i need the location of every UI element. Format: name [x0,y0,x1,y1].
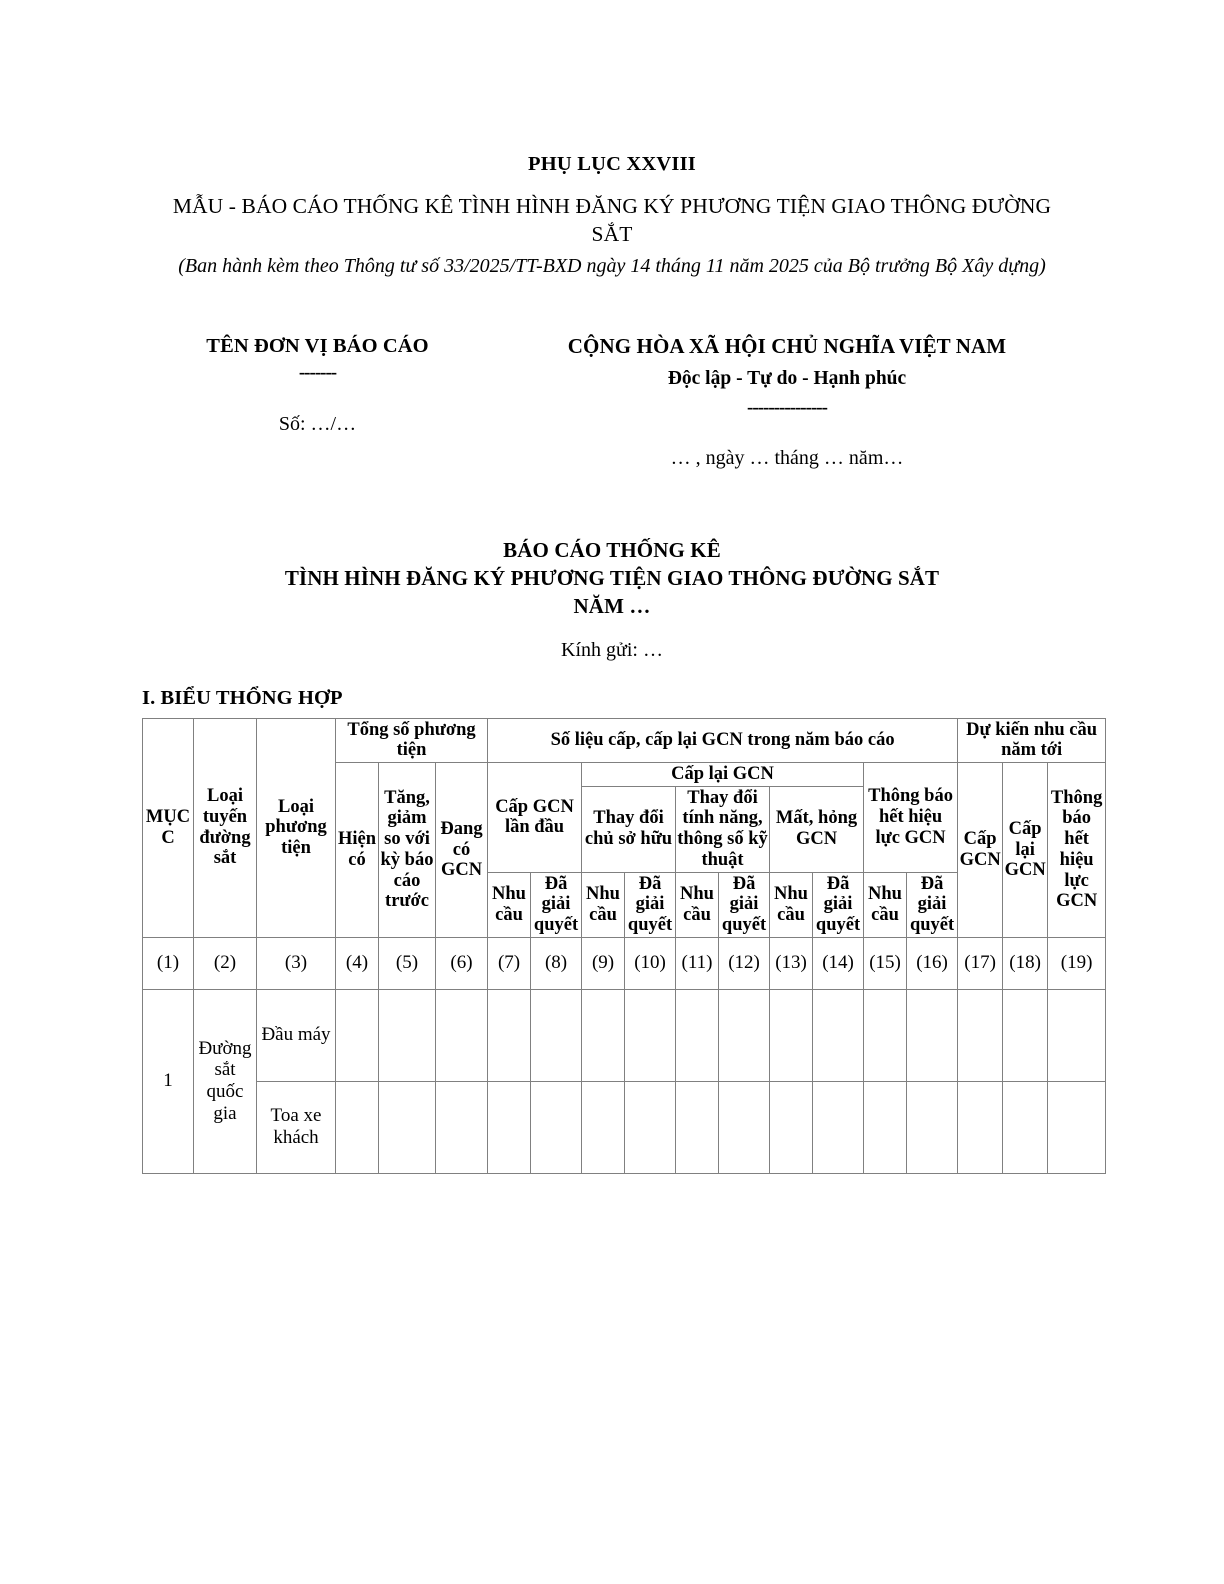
cell-expiry-notice-demand[interactable] [864,989,907,1081]
col-header-vehicle-type: Loại phương tiện [257,718,336,937]
column-number: (5) [379,937,436,989]
national-heading-block [485,333,1089,471]
col-header-existing: Hiện có [336,763,379,938]
cell-first-issue-demand[interactable] [488,989,531,1081]
subcol-demand-lost-damaged: Nhu cầu [770,872,813,937]
band-next-year-forecast: Dự kiến nhu cầu năm tới [958,718,1106,762]
subcol-resolved-change-owner: Đã giải quyết [625,872,676,937]
cell-lost-damaged-resolved[interactable] [813,1081,864,1173]
cell-change-vs-prev[interactable] [379,1081,436,1173]
column-number: (17) [958,937,1003,989]
title-block [0,0,1224,281]
table-row[interactable] [143,1081,1106,1173]
form-title: MẪU - BÁO CÁO THỐNG KÊ TÌNH HÌNH ĐĂNG KÝ PHƯƠNG TIỆN GIAO THÔNG ĐƯỜNG SẮT [172,193,1052,246]
column-number: (15) [864,937,907,989]
column-number: (16) [907,937,958,989]
col-header-change-spec: Thay đổi tính năng, thông số kỹ thuật [676,786,770,872]
cell-existing[interactable] [336,1081,379,1173]
cell-next-expiry-notice[interactable] [1048,989,1106,1081]
column-number: (9) [582,937,625,989]
column-number: (4) [336,937,379,989]
subcol-demand-expiry-notice: Nhu cầu [864,872,907,937]
col-header-line-type: Loại tuyến đường sắt [194,718,257,937]
column-number: (18) [1003,937,1048,989]
letterhead [0,333,1224,471]
col-header-expiry-notice: Thông báo hết hiệu lực GCN [864,763,958,873]
subcol-resolved-lost-damaged: Đã giải quyết [813,872,864,937]
column-number: (19) [1048,937,1106,989]
cell-change-spec-resolved[interactable] [719,989,770,1081]
column-number: (7) [488,937,531,989]
column-number: (13) [770,937,813,989]
appendix-label: PHỤ LỤC XXVIII [528,153,696,175]
cell-next-first-issue[interactable] [958,989,1003,1081]
reporting-unit-rule: ------- [298,362,337,384]
recipient-line: Kính gửi: … [561,638,663,661]
cell-change-owner-demand[interactable] [582,989,625,1081]
cell-existing[interactable] [336,989,379,1081]
reporting-unit-name: TÊN ĐƠN VỊ BÁO CÁO [206,334,429,357]
cell-change-owner-resolved[interactable] [625,989,676,1081]
cell-lost-damaged-demand[interactable] [770,1081,813,1173]
cell-lost-damaged-demand[interactable] [770,989,813,1081]
cell-next-reissue[interactable] [1003,989,1048,1081]
statistics-table [142,718,1106,1174]
date-line: … , ngày … tháng … năm… [670,447,904,470]
cell-expiry-notice-resolved[interactable] [907,989,958,1081]
cell-change-vs-prev[interactable] [379,989,436,1081]
cell-next-expiry-notice[interactable] [1048,1081,1106,1173]
cell-change-spec-resolved[interactable] [719,1081,770,1173]
col-header-next-reissue: Cấp lại GCN [1003,763,1048,938]
cell-next-first-issue[interactable] [958,1081,1003,1173]
subcol-resolved-first-issue: Đã giải quyết [531,872,582,937]
issued-note: (Ban hành kèm theo Thông tư số 33/2025/TT-BXD ngày 14 tháng 11 năm 2025 của Bộ trưởng Bộ Xây dựng) [178,255,1046,278]
cell-vehicle-type: Đầu máy [257,989,336,1081]
column-number: (8) [531,937,582,989]
column-number: (1) [143,937,194,989]
cell-first-issue-resolved[interactable] [531,989,582,1081]
cell-change-owner-resolved[interactable] [625,1081,676,1173]
subcol-resolved-expiry-notice: Đã giải quyết [907,872,958,937]
national-motto: Độc lập - Tự do - Hạnh phúc [667,367,907,389]
column-number: (6) [436,937,488,989]
col-header-lost-damaged: Mất, hỏng GCN [770,786,864,872]
cell-muc: 1 [143,989,194,1173]
cell-lost-damaged-resolved[interactable] [813,989,864,1081]
cell-vehicle-type: Toa xe khách [257,1081,336,1173]
column-number: (3) [257,937,336,989]
column-number: (10) [625,937,676,989]
subcol-demand-first-issue: Nhu cầu [488,872,531,937]
col-header-change-vs-prev: Tăng, giảm so với kỳ báo cáo trước [379,763,436,938]
cell-change-spec-demand[interactable] [676,1081,719,1173]
cell-line-type: Đường sắt quốc gia [194,989,257,1173]
col-header-change-owner: Thay đổi chủ sở hữu [582,786,676,872]
subcol-demand-change-owner: Nhu cầu [582,872,625,937]
report-title-block [0,536,1224,620]
cell-first-issue-resolved[interactable] [531,1081,582,1173]
col-header-next-expiry-notice: Thông báo hết hiệu lực GCN [1048,763,1106,938]
cell-change-spec-demand[interactable] [676,989,719,1081]
col-header-having-gcn: Đang có GCN [436,763,488,938]
cell-expiry-notice-demand[interactable] [864,1081,907,1173]
column-number: (14) [813,937,864,989]
table-row[interactable] [143,989,1106,1081]
section-heading: I. BIỂU THỔNG HỢP [142,686,343,709]
column-number: (2) [194,937,257,989]
cell-having-gcn[interactable] [436,989,488,1081]
band-total-vehicles: Tổng số phương tiện [336,718,488,762]
band-reissue-gcn: Cấp lại GCN [582,763,864,787]
statistics-table-wrapper [0,718,1224,1174]
cell-having-gcn[interactable] [436,1081,488,1173]
column-number: (12) [719,937,770,989]
report-title-line2: TÌNH HÌNH ĐĂNG KÝ PHƯƠNG TIỆN GIAO THÔNG ĐƯỜNG SẮT [284,566,940,591]
cell-change-owner-demand[interactable] [582,1081,625,1173]
report-title-line3: NĂM … [573,594,651,619]
column-number: (11) [676,937,719,989]
table-header-band-row [143,718,1106,762]
cell-first-issue-demand[interactable] [488,1081,531,1173]
document-number: Số: …/… [278,413,357,436]
national-rule: --------------- [747,397,827,419]
national-name: CỘNG HÒA XÃ HỘI CHỦ NGHĨA VIỆT NAM [567,333,1007,358]
subcol-demand-change-spec: Nhu cầu [676,872,719,937]
subcol-resolved-change-spec: Đã giải quyết [719,872,770,937]
col-header-muc: MỤC C [143,718,194,937]
band-gcn-year-data: Số liệu cấp, cấp lại GCN trong năm báo cáo [488,718,958,762]
cell-expiry-notice-resolved[interactable] [907,1081,958,1173]
col-header-first-issue: Cấp GCN lần đầu [488,763,582,873]
col-header-next-first-issue: Cấp GCN [958,763,1003,938]
cell-next-reissue[interactable] [1003,1081,1048,1173]
table-column-number-row [143,937,1106,989]
report-title-line1: BÁO CÁO THỐNG KÊ [503,538,721,563]
reporting-unit-block [150,333,485,437]
